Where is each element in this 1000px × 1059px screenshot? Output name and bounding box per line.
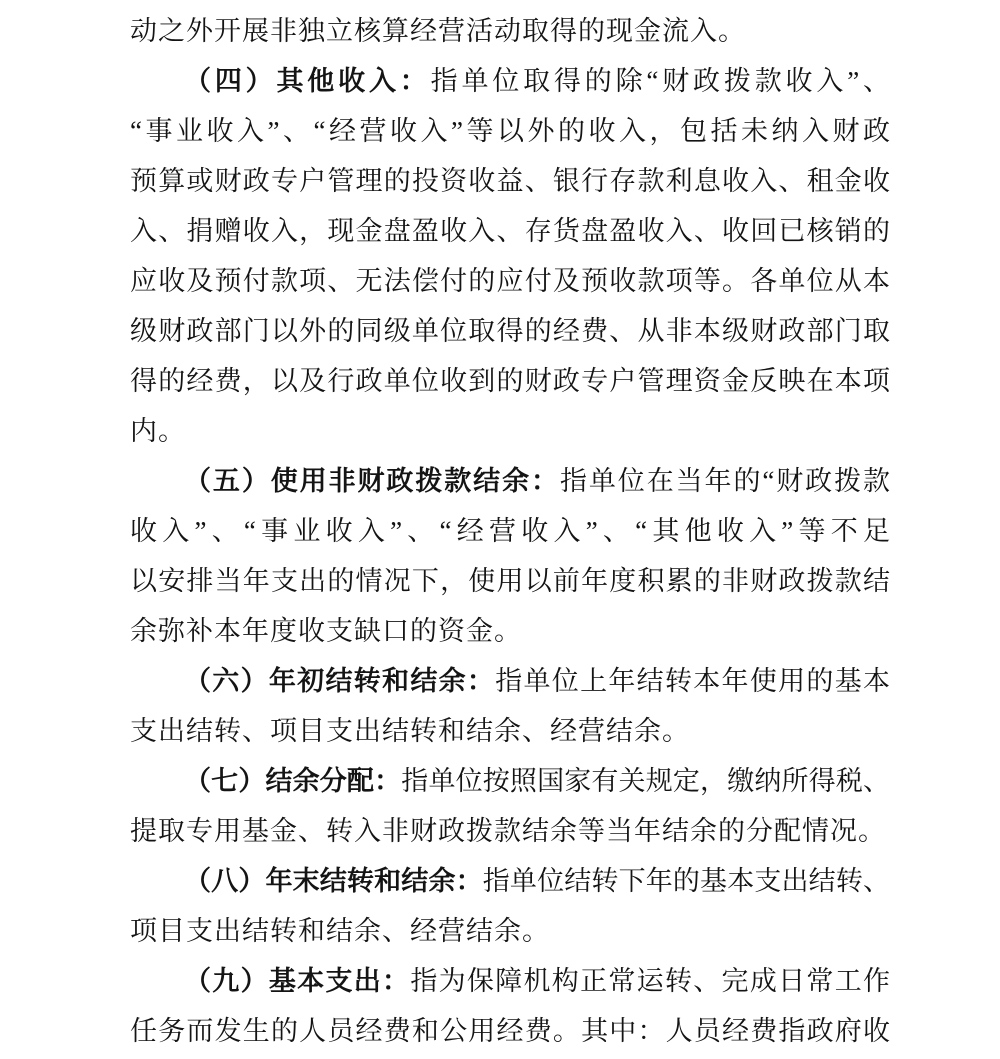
line-text: 支出结转、项目支出结转和结余、经营结余。 xyxy=(130,716,690,746)
text-line xyxy=(130,56,890,106)
text-line xyxy=(130,106,890,156)
line-text: 指单位取得的除“财政拨款收入”、 xyxy=(430,66,891,96)
text-line xyxy=(130,306,890,356)
text-line xyxy=(130,606,890,656)
line-text: 提取专用基金、转入非财政拨款结余等当年结余的分配情况。 xyxy=(130,816,886,846)
line-text: 应收及预付款项、无法偿付的应付及预收款项等。各单位从本 xyxy=(130,266,890,296)
text-line xyxy=(130,256,890,306)
term-bold: （六）年初结转和结余： xyxy=(184,666,496,696)
line-text: 以安排当年支出的情况下，使用以前年度积累的非财政拨款结 xyxy=(130,566,890,596)
line-text: 动之外开展非独立核算经营活动取得的现金流入。 xyxy=(130,16,746,46)
line-text: 级财政部门以外的同级单位取得的经费、从非本级财政部门取 xyxy=(130,316,890,346)
line-text: 项目支出结转和结余、经营结余。 xyxy=(130,916,550,946)
line-text: 指单位在当年的“财政拨款 xyxy=(559,466,891,496)
text-line xyxy=(130,856,890,906)
line-text: 任务而发生的人员经费和公用经费。其中：人员经费指政府收 xyxy=(130,1016,890,1046)
term-bold: （九）基本支出： xyxy=(184,966,411,996)
text-line xyxy=(130,556,890,606)
line-text: 指为保障机构正常运转、完成日常工作 xyxy=(410,966,891,996)
line-text: 余弥补本年度收支缺口的资金。 xyxy=(130,616,522,646)
text-line xyxy=(130,706,890,756)
text-line xyxy=(130,456,890,506)
term-bold: （八）年末结转和结余： xyxy=(184,866,483,896)
line-text: “事业收入”、“经营收入”等以外的收入，包括未纳入财政 xyxy=(130,116,890,146)
text-line xyxy=(130,756,890,806)
term-bold: （七）结余分配： xyxy=(184,766,402,796)
line-text: 收入”、“事业收入”、“经营收入”、“其他收入”等不足 xyxy=(130,516,890,546)
line-text: 预算或财政专户管理的投资收益、银行存款利息收入、租金收 xyxy=(130,166,890,196)
text-line xyxy=(130,506,890,556)
text-line xyxy=(130,406,890,456)
term-bold: （五）使用非财政拨款结余： xyxy=(184,466,560,496)
line-text: 指单位上年结转本年使用的基本 xyxy=(495,666,891,696)
text-line xyxy=(130,356,890,406)
text-line xyxy=(130,906,890,956)
line-text: 指单位结转下年的基本支出结转、 xyxy=(482,866,891,896)
text-line xyxy=(130,806,890,856)
text-line xyxy=(130,6,890,56)
line-text: 指单位按照国家有关规定，缴纳所得税、 xyxy=(401,766,891,796)
line-text: 内。 xyxy=(130,416,186,446)
text-line xyxy=(130,1006,890,1056)
text-line xyxy=(130,206,890,256)
text-line xyxy=(130,656,890,706)
text-line xyxy=(130,956,890,1006)
line-text: 入、捐赠收入，现金盘盈收入、存货盘盈收入、收回已核销的 xyxy=(130,216,890,246)
term-bold: （四）其他收入： xyxy=(184,66,431,96)
text-line xyxy=(130,156,890,206)
line-text: 得的经费，以及行政单位收到的财政专户管理资金反映在本项 xyxy=(130,366,890,396)
